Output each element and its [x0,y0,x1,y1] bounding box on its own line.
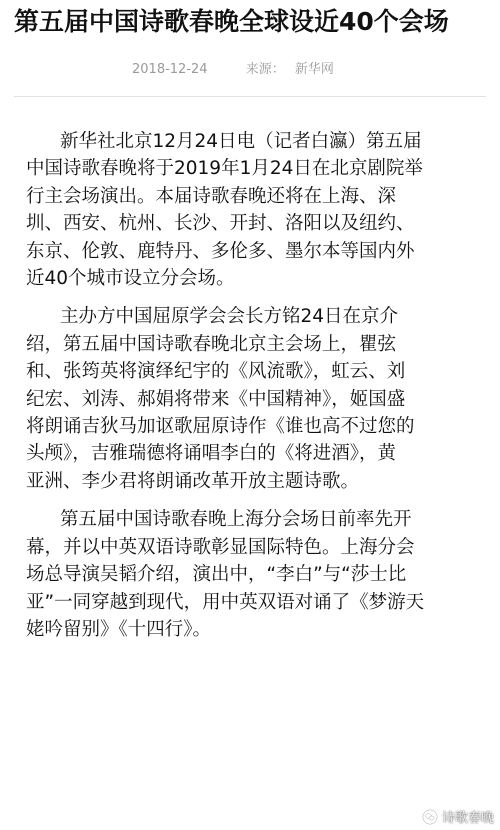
watermark-text: 诗歌春晚 [441,811,494,826]
paragraph-line: 和、张筠英将演绎纪宇的《风流歌》，虹云、刘 [26,361,406,383]
paragraph-line: 新华社北京12月24日电（记者白瀛）第五届 [60,131,422,152]
paragraph-gap [26,292,484,303]
paragraph-line: 亚”一同穿越到现代，用中英双语对诵了《梦游天 [26,591,425,613]
paragraph-gap [26,495,484,506]
paragraph-line: 主办方中国屈原学会会长方铭24日在京介 [60,306,399,328]
paragraph-line: 姥吟留别》《十四行》。 [26,618,212,640]
paragraph-line: 东京、伦敦、鹿特丹、多伦多、墨尔本等国内外 [26,240,415,262]
paragraph-line: 场总导演吴韬介绍，演出中，“李白”与“莎士比 [26,564,407,586]
watermark [422,807,494,826]
paragraph [26,303,484,495]
paragraph-line: 中国诗歌春晚将于2019年1月24日在北京剧院举 [26,158,423,180]
paragraph-line: 圳、西安、杭州、长沙、开封、洛阳以及纽约、 [26,213,415,235]
paragraph [26,128,484,292]
paragraph-line: 绍，第五届中国诗歌春晚北京主会场上，瞿弦 [26,333,397,355]
paragraph-line: 幕，并以中英双语诗歌彰显国际特色。上海分会 [26,536,415,558]
paragraph [26,506,484,643]
source-label: 来源： [245,62,285,77]
publish-date: 2018-12-24 [132,62,208,77]
wechat-icon [422,809,438,825]
paragraph-line: 头颅》，吉雅瑞德将诵唱李白的《将进酒》，黄 [26,443,397,465]
paragraph-line: 亚洲、李少君将朗诵改革开放主题诗歌。 [26,470,360,492]
article-meta [132,60,334,80]
paragraph-line: 行主会场演出。本届诗歌春晚还将在上海、深 [26,185,397,207]
article-title: 第五届中国诗歌春晚全球设近40个会场 [14,7,449,36]
paragraph-line: 纪宏、刘涛、郝娟将带来《中国精神》，姬国盛 [26,388,406,410]
paragraph-line: 第五届中国诗歌春晚上海分会场日前率先开 [60,509,412,531]
source-name: 新华网 [294,62,334,77]
article-body [26,128,484,643]
paragraph-line: 近40个城市设立分会场。 [26,268,235,290]
paragraph-line: 将朗诵吉狄马加讴歌屈原诗作《谁也高不过您的 [26,416,415,438]
divider [14,96,486,97]
